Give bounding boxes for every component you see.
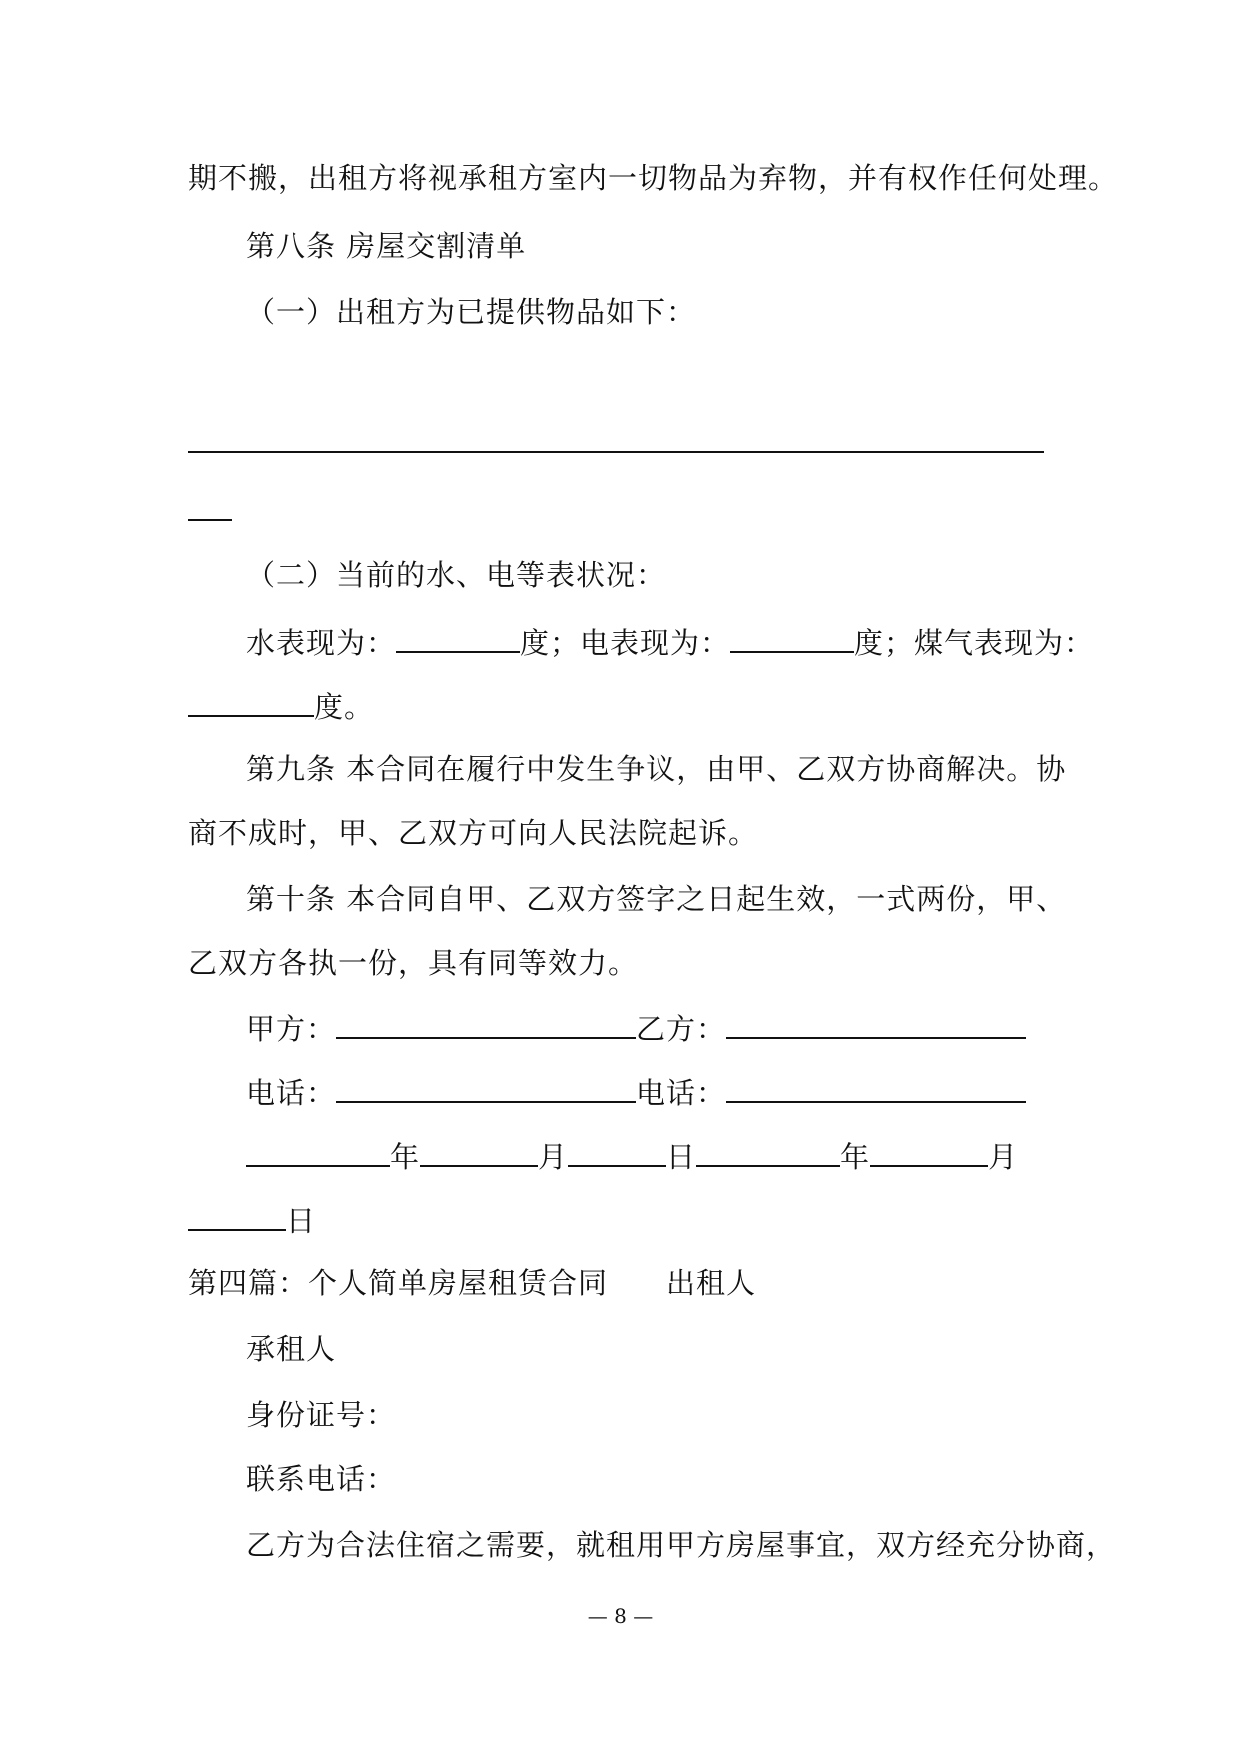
text-line: （二）当前的水、电等表状况： <box>246 558 667 592</box>
water-meter-blank <box>396 623 520 653</box>
year-label: 年 <box>840 1140 871 1174</box>
gas-meter-blank <box>188 687 314 717</box>
month-blank <box>870 1137 988 1167</box>
electric-meter-blank <box>730 623 854 653</box>
year-blank <box>696 1137 840 1167</box>
lessor-label: 出租人 <box>666 1266 757 1300</box>
month-label: 月 <box>538 1140 569 1174</box>
day-blank <box>568 1137 666 1167</box>
phone-a-blank <box>336 1073 636 1103</box>
day-blank <box>188 1201 286 1231</box>
text-line: 商不成时，甲、乙双方可向人民法院起诉。 <box>188 816 759 850</box>
phone-line <box>246 1073 1026 1111</box>
blank-underline <box>188 519 232 521</box>
party-b-blank <box>726 1009 1026 1039</box>
meter-line <box>246 623 1094 661</box>
party-a-label: 甲方： <box>246 1012 337 1046</box>
meter-label: 水表现为： <box>246 626 397 660</box>
section-title-text: 第四篇：个人简单房屋租赁合同 <box>188 1266 609 1300</box>
text-line: 期不搬，出租方将视承租方室内一切物品为弃物，并有权作任何处理。 <box>188 161 1119 195</box>
meter-line <box>188 687 374 725</box>
id-number-label: 身份证号： <box>246 1398 397 1432</box>
signature-line <box>246 1009 1026 1047</box>
lessee-label: 承租人 <box>246 1332 337 1366</box>
meter-label: 度；煤气表现为： <box>854 626 1095 660</box>
text-line: （一）出租方为已提供物品如下： <box>246 295 697 329</box>
section-title <box>188 1265 756 1301</box>
phone-b-blank <box>726 1073 1026 1103</box>
blank-underline <box>188 451 1044 453</box>
phone-b-label: 电话： <box>636 1076 727 1110</box>
article-heading: 第八条 房屋交割清单 <box>246 229 527 263</box>
month-label: 月 <box>988 1140 1019 1174</box>
text-line: 第十条 本合同自甲、乙双方签字之日起生效，一式两份，甲、 <box>246 882 1067 916</box>
contact-phone-label: 联系电话： <box>246 1462 397 1496</box>
unit-label: 度。 <box>314 690 375 724</box>
text-line: 第九条 本合同在履行中发生争议，由甲、乙双方协商解决。协 <box>246 752 1067 786</box>
phone-a-label: 电话： <box>246 1076 337 1110</box>
page-number: — 8 — <box>587 1604 654 1628</box>
day-label: 日 <box>666 1140 697 1174</box>
party-a-blank <box>336 1009 636 1039</box>
day-label: 日 <box>286 1204 317 1238</box>
date-line <box>188 1201 316 1239</box>
date-line <box>246 1137 1018 1175</box>
month-blank <box>420 1137 538 1167</box>
meter-label: 度；电表现为： <box>520 626 731 660</box>
year-blank <box>246 1137 390 1167</box>
party-b-label: 乙方： <box>636 1012 727 1046</box>
text-line: 乙双方各执一份，具有同等效力。 <box>188 946 639 980</box>
year-label: 年 <box>390 1140 421 1174</box>
text-line: 乙方为合法住宿之需要，就租用甲方房屋事宜，双方经充分协商， <box>246 1528 1117 1562</box>
